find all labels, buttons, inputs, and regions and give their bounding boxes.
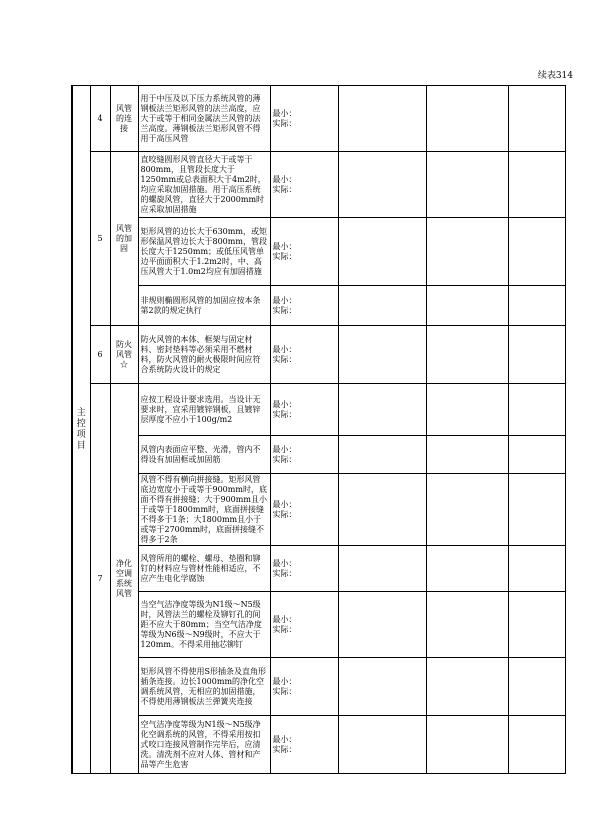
actual-label: 实际：: [272, 305, 297, 315]
requirement-text: 风管所用的螺栓、螺母、垫圈和铆钉的材料应与管材性能相适应，不应产生电化学腐蚀: [138, 546, 270, 592]
requirement-text: 空气洁净度等级为N1级～N5级净化空调系统的风管，不得采用按扣式咬口连接风管制作完毕后，应清洗。清洗剂不应对人体、管材和产品等产生危害: [138, 716, 270, 774]
item-name: 风管的连接: [116, 103, 132, 133]
result-cell-2[interactable]: [426, 286, 508, 326]
result-cell-1[interactable]: [338, 546, 426, 592]
table-row: [72, 592, 565, 658]
result-cell-3[interactable]: [508, 86, 565, 152]
item-number: 4: [90, 86, 110, 152]
check-record-cell[interactable]: [270, 218, 338, 286]
result-cell-2[interactable]: [426, 384, 508, 436]
result-cell-3[interactable]: [508, 546, 565, 592]
result-cell-2[interactable]: [426, 86, 508, 152]
result-cell-1[interactable]: [338, 286, 426, 326]
item-name-cell: [110, 86, 138, 152]
section-label-cell: [72, 86, 90, 774]
min-label: 最小：: [272, 399, 297, 409]
result-cell-3[interactable]: [508, 474, 565, 546]
table-row: [72, 474, 565, 546]
check-record-cell[interactable]: [270, 152, 338, 218]
actual-label: 实际：: [272, 686, 297, 696]
result-cell-2[interactable]: [426, 152, 508, 218]
item-name: 风管的加固: [116, 223, 132, 253]
actual-label: 实际：: [272, 251, 297, 261]
table-row: [72, 384, 565, 436]
result-cell-2[interactable]: [426, 592, 508, 658]
result-cell-1[interactable]: [338, 658, 426, 716]
table-row: [72, 218, 565, 286]
item-name-cell: [110, 152, 138, 326]
requirement-text: 用于中压及以下压力系统风管的薄钢板法兰矩形风管的法兰高度，应大于或等于相同金属法兰风管的法兰高度。薄钢板法兰矩形风管不得用于高压风管: [138, 86, 270, 152]
result-cell-1[interactable]: [338, 152, 426, 218]
table-row: [72, 716, 565, 774]
actual-label: 实际：: [272, 744, 297, 754]
check-record-cell[interactable]: [270, 86, 338, 152]
actual-label: 实际：: [272, 354, 297, 364]
item-number: 6: [90, 326, 110, 384]
result-cell-3[interactable]: [508, 436, 565, 474]
table-row: [72, 152, 565, 218]
table-row: [72, 546, 565, 592]
check-record-cell[interactable]: [270, 384, 338, 436]
requirement-text: 风管内表面应平整、光滑，管内不得设有加固框或加固筋: [138, 436, 270, 474]
result-cell-1[interactable]: [338, 436, 426, 474]
min-label: 最小：: [272, 174, 297, 184]
result-cell-1[interactable]: [338, 474, 426, 546]
actual-label: 实际：: [272, 409, 297, 419]
min-label: 最小：: [272, 499, 297, 509]
result-cell-3[interactable]: [508, 716, 565, 774]
min-label: 最小：: [272, 344, 297, 354]
min-label: 最小：: [272, 108, 297, 118]
result-cell-3[interactable]: [508, 384, 565, 436]
item-name: 防火风管☆: [116, 339, 132, 369]
actual-label: 实际：: [272, 184, 297, 194]
section-label: 主控项目: [76, 407, 86, 451]
min-label: 最小：: [272, 614, 297, 624]
result-cell-2[interactable]: [426, 436, 508, 474]
result-cell-2[interactable]: [426, 474, 508, 546]
item-name-cell: [110, 384, 138, 774]
continuation-label: 续表314: [537, 71, 573, 81]
result-cell-1[interactable]: [338, 592, 426, 658]
min-label: 最小：: [272, 295, 297, 305]
result-cell-3[interactable]: [508, 286, 565, 326]
requirement-text: 当空气洁净度等级为N1级～N5级时，风管法兰的螺栓及铆钉孔的间距不应大于80mm；当空气洁净度等级为N6级～N9级时，不应大于120mm。不得采用抽芯铆钉: [138, 592, 270, 658]
result-cell-3[interactable]: [508, 152, 565, 218]
item-name-cell: [110, 326, 138, 384]
result-cell-1[interactable]: [338, 716, 426, 774]
result-cell-1[interactable]: [338, 384, 426, 436]
check-record-cell[interactable]: [270, 592, 338, 658]
result-cell-1[interactable]: [338, 86, 426, 152]
check-record-cell[interactable]: [270, 716, 338, 774]
requirement-text: 应按工程设计要求选用。当设计无要求时，宜采用镀锌钢板，且镀锌层厚度不应小于100g/m2: [138, 384, 270, 436]
result-cell-2[interactable]: [426, 546, 508, 592]
check-record-cell[interactable]: [270, 286, 338, 326]
min-label: 最小：: [272, 241, 297, 251]
check-record-cell[interactable]: [270, 658, 338, 716]
actual-label: 实际：: [272, 118, 297, 128]
table-row: [72, 86, 565, 152]
min-label: 最小：: [272, 734, 297, 744]
item-number: 7: [90, 384, 110, 774]
table-row: [72, 436, 565, 474]
min-label: 最小：: [272, 558, 297, 568]
table-row: [72, 286, 565, 326]
min-label: 最小：: [272, 444, 297, 454]
item-name: 净化空调系统风管: [116, 558, 132, 598]
min-label: 最小：: [272, 676, 297, 686]
actual-label: 实际：: [272, 509, 297, 519]
table-row: [72, 326, 565, 384]
actual-label: 实际：: [272, 454, 297, 464]
requirement-text: 风管不得有横向拼接缝。矩形风管底边宽度小于或等于900mm时，底面不得有拼接缝；大于900mm且小于或等于1800mm时，底面拼接缝不得多于1条；大1800mm且小于或等于2700mm时，底面拼接缝不得多于2条: [138, 474, 270, 546]
result-cell-2[interactable]: [426, 716, 508, 774]
requirement-text: 矩形风管的边长大于630mm，或矩形保温风管边长大于800mm，管段长度大于1250mm；或低压风管单边平面面积大于1.2m2时，中、高压风管大于1.0m2均应有加固措施: [138, 218, 270, 286]
inspection-table: [71, 85, 566, 774]
requirement-text: 防火风管的本体、框架与固定材料、密封垫料等必须采用不燃材料，防火风管的耐火极限时间应符合系统防火设计的规定: [138, 326, 270, 384]
check-record-cell[interactable]: [270, 436, 338, 474]
result-cell-3[interactable]: [508, 658, 565, 716]
result-cell-2[interactable]: [426, 658, 508, 716]
actual-label: 实际：: [272, 568, 297, 578]
check-record-cell[interactable]: [270, 546, 338, 592]
result-cell-3[interactable]: [508, 218, 565, 286]
actual-label: 实际：: [272, 624, 297, 634]
requirement-text: 矩形风管不得使用S形插条及直角形插条连接。边长1000mm的净化空调系统风管，无相应的加固措施，不得使用薄钢板法兰弹簧夹连接: [138, 658, 270, 716]
item-number: 5: [90, 152, 110, 326]
result-cell-2[interactable]: [426, 326, 508, 384]
requirement-text: 直咬缝圆形风管直径大于或等于800mm，且管段长度大于1250mm或总表面积大于4m2时，均应采取加固措施。用于高压系统的螺旋风管，直径大于2000mm时应采取加固措施: [138, 152, 270, 218]
check-record-cell[interactable]: [270, 474, 338, 546]
table-row: [72, 658, 565, 716]
check-record-cell[interactable]: [270, 326, 338, 384]
result-cell-3[interactable]: [508, 326, 565, 384]
result-cell-1[interactable]: [338, 218, 426, 286]
result-cell-1[interactable]: [338, 326, 426, 384]
requirement-text: 非规则椭圆形风管的加固应按本条第2款的规定执行: [138, 286, 270, 326]
result-cell-2[interactable]: [426, 218, 508, 286]
result-cell-3[interactable]: [508, 592, 565, 658]
